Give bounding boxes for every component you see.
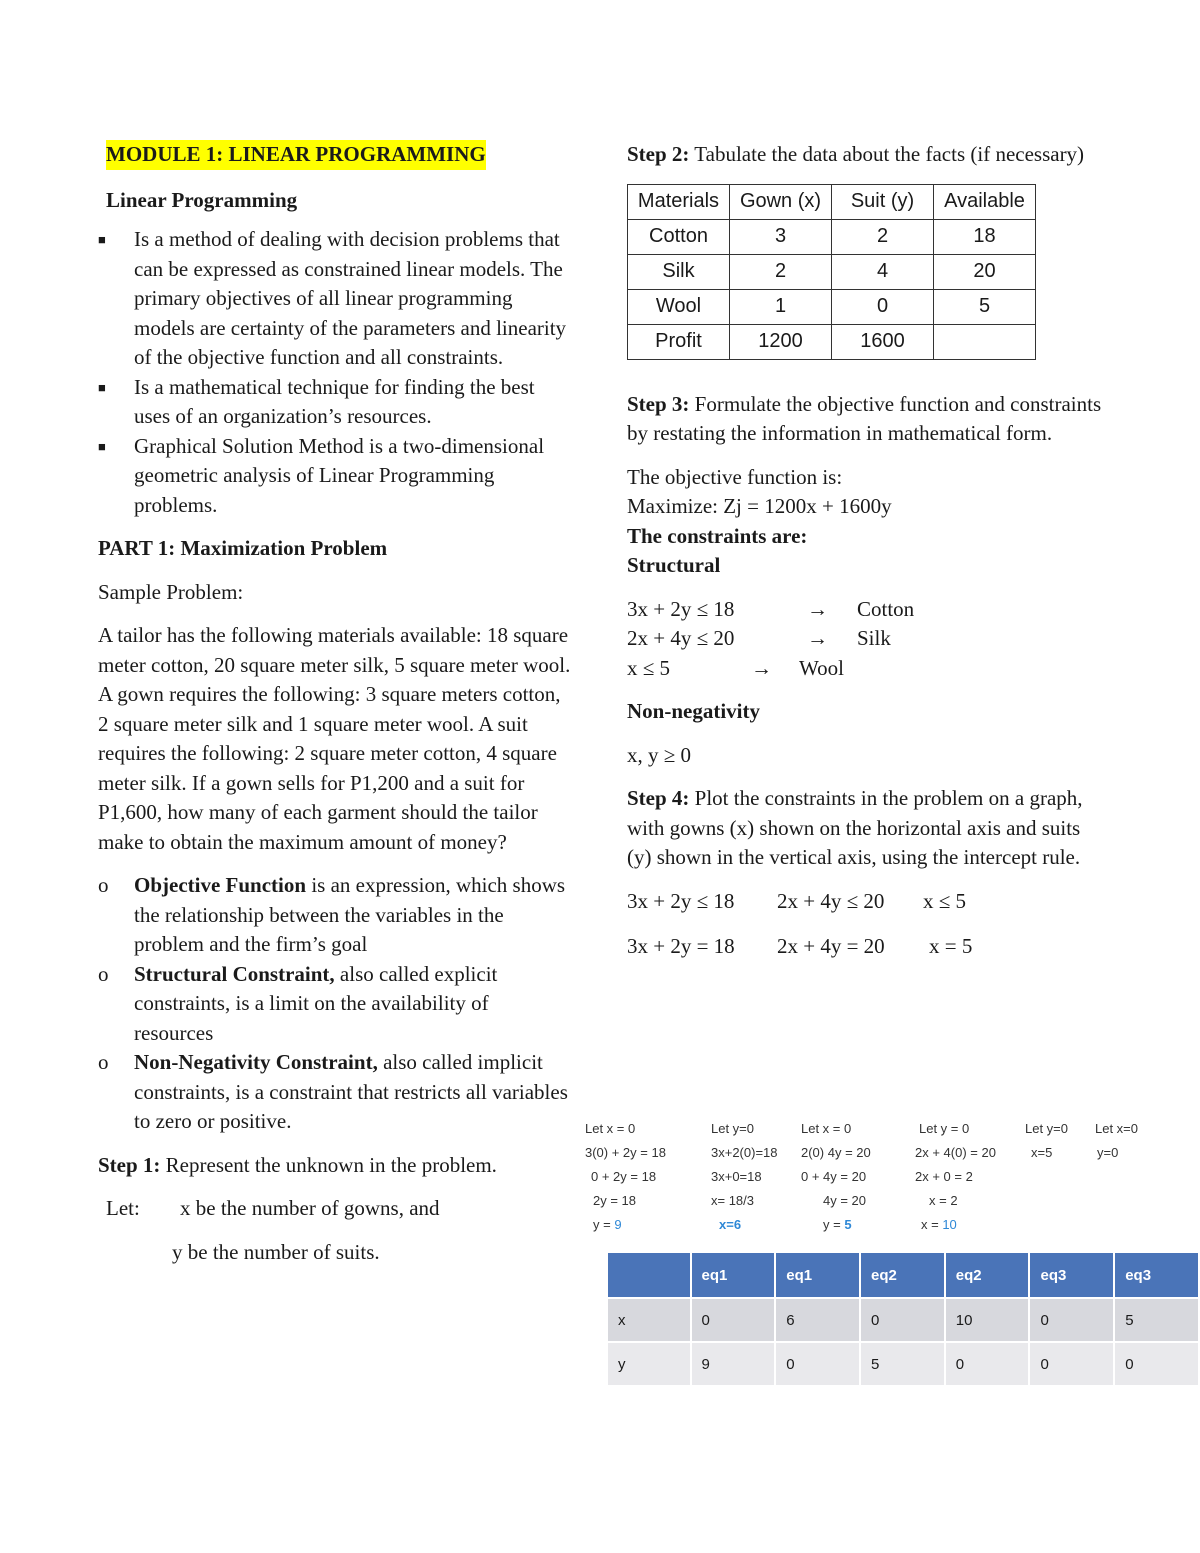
nonnegativity-constraint: x, y ≥ 0 (627, 742, 692, 767)
right-arrow-icon: → (751, 655, 772, 680)
definition-item: o Non-Negativity Constraint, also called implicit constraints, is a constraint that restricts all variables to zero or positive. (98, 1050, 568, 1133)
circle-bullet-icon: o (98, 961, 109, 986)
bullet-item: ■ Is a method of dealing with decision problems that can be expressed as constrained linear models. The primary objectives of all linear programming models are certainty of the parameters and linearity of the objective function and all constraints. (98, 227, 567, 369)
table-row: x 0 6 0 10 0 5 (608, 1298, 1199, 1342)
objective-function: Maximize: Zj = 1200x + 1600y (627, 494, 892, 518)
module-title: MODULE 1: LINEAR PROGRAMMING (106, 140, 486, 170)
bullet-item: ■ Graphical Solution Method is a two-dimensional geometric analysis of Linear Programming problems. (98, 433, 545, 517)
materials-table (627, 184, 1036, 360)
sample-label: Sample Problem: (98, 579, 244, 604)
definition-item: o Objective Function is an expression, which shows the relationship between the variables in the problem and the firm’s goal (98, 873, 566, 956)
constraints-heading: The constraints are: (627, 523, 808, 548)
square-bullet-icon: ■ (98, 232, 106, 247)
lp-heading: Linear Programming (106, 187, 298, 212)
nonnegativity-heading: Non-negativity (627, 699, 760, 723)
intercept-block: Let y=0 3x+2(0)=18 3x+0=18 x= 18/3 x=6 (711, 1121, 778, 1232)
let-x-row: Let: x be the number of gowns, and (106, 1196, 440, 1220)
problem-text: A tailor has the following materials available: 18 square meter cotton, 20 square meter silk, 5 square meter wool. A gown requires the following: 3 square meters cotton, 2 square meter silk and 1 square meter wool. A suit requires the following: 2 square meter cotton, 4 square meter silk. If a gown sells for P1,200 and a suit for P1,600, how many of each garment should the tailor make to obtain the maximum amount of money? (98, 623, 571, 854)
structural-heading: Structural (627, 553, 721, 577)
equation-row: 3x + 2y = 18 2x + 4y = 20 x = 5 (627, 934, 973, 958)
constraint-cotton: 3x + 2y ≤ 18 → Cotton (627, 595, 1107, 625)
circle-bullet-icon: o (98, 873, 109, 897)
constraint-wool: x ≤ 5 → Wool (627, 654, 1107, 684)
step1: Step 1: Represent the unknown in the problem. (98, 1152, 497, 1177)
intercept-table (608, 1253, 1200, 1387)
intercept-block: Let y=0 x=5 (1025, 1121, 1069, 1160)
step3: Step 3: Formulate the objective function and constraints by restating the information in mathematical form. (627, 391, 1102, 445)
definition-bullets (98, 225, 573, 520)
intercept-block: Let y = 0 2x + 4(0) = 20 2x + 0 = 2 x = 2 x = 10 (915, 1121, 996, 1232)
circle-bullet-icon: o (98, 1050, 109, 1074)
definition-item: o Structural Constraint, also called explicit constraints, is a limit on the availability of resources (98, 961, 498, 1045)
let-y-row: y be the number of suits. (172, 1239, 380, 1264)
step4: Step 4: Plot the constraints in the problem on a graph, with gowns (x) shown on the horizontal axis and suits (y) shown in the vertical axis, using the intercept rule. (627, 786, 1083, 869)
constraint-silk: 2x + 4y ≤ 20 → Silk (627, 624, 1107, 654)
right-arrow-icon: → (807, 596, 828, 621)
intercept-block: Let x = 0 3(0) + 2y = 18 0 + 2y = 18 2y = 18 y = 9 (585, 1121, 666, 1232)
table-header-row: eq1 eq1 eq2 eq2 eq3 eq3 (608, 1253, 1199, 1298)
step2: Step 2: Tabulate the data about the facts (if necessary) (627, 142, 1085, 166)
bullet-item: ■ Is a mathematical technique for finding the best uses of an organization’s resources. (98, 374, 535, 428)
right-column (627, 140, 1107, 962)
table-row: Wool 1 0 5 (628, 289, 1036, 324)
objective-intro: The objective function is: (627, 464, 843, 489)
table-row: Silk 2 4 20 (628, 254, 1036, 289)
intercept-block: Let x = 0 2(0) 4y = 20 0 + 4y = 20 4y = 20 y = 5 (801, 1121, 871, 1232)
left-column (98, 140, 573, 1267)
inequality-row: 3x + 2y ≤ 18 2x + 4y ≤ 20 x ≤ 5 (627, 888, 967, 913)
intercept-block: Let x=0 y=0 (1095, 1121, 1139, 1160)
square-bullet-icon: ■ (98, 438, 106, 454)
table-row: Cotton 3 2 18 (628, 219, 1036, 254)
table-row: Profit 1200 1600 (628, 324, 1036, 359)
constraint-definitions (98, 871, 573, 1137)
part1-heading: PART 1: Maximization Problem (98, 536, 388, 560)
right-arrow-icon: → (807, 626, 828, 650)
square-bullet-icon: ■ (98, 379, 106, 395)
table-header-row: Materials Gown (x) Suit (y) Available (628, 184, 1036, 219)
table-row: y 9 0 5 0 0 0 (608, 1342, 1199, 1386)
